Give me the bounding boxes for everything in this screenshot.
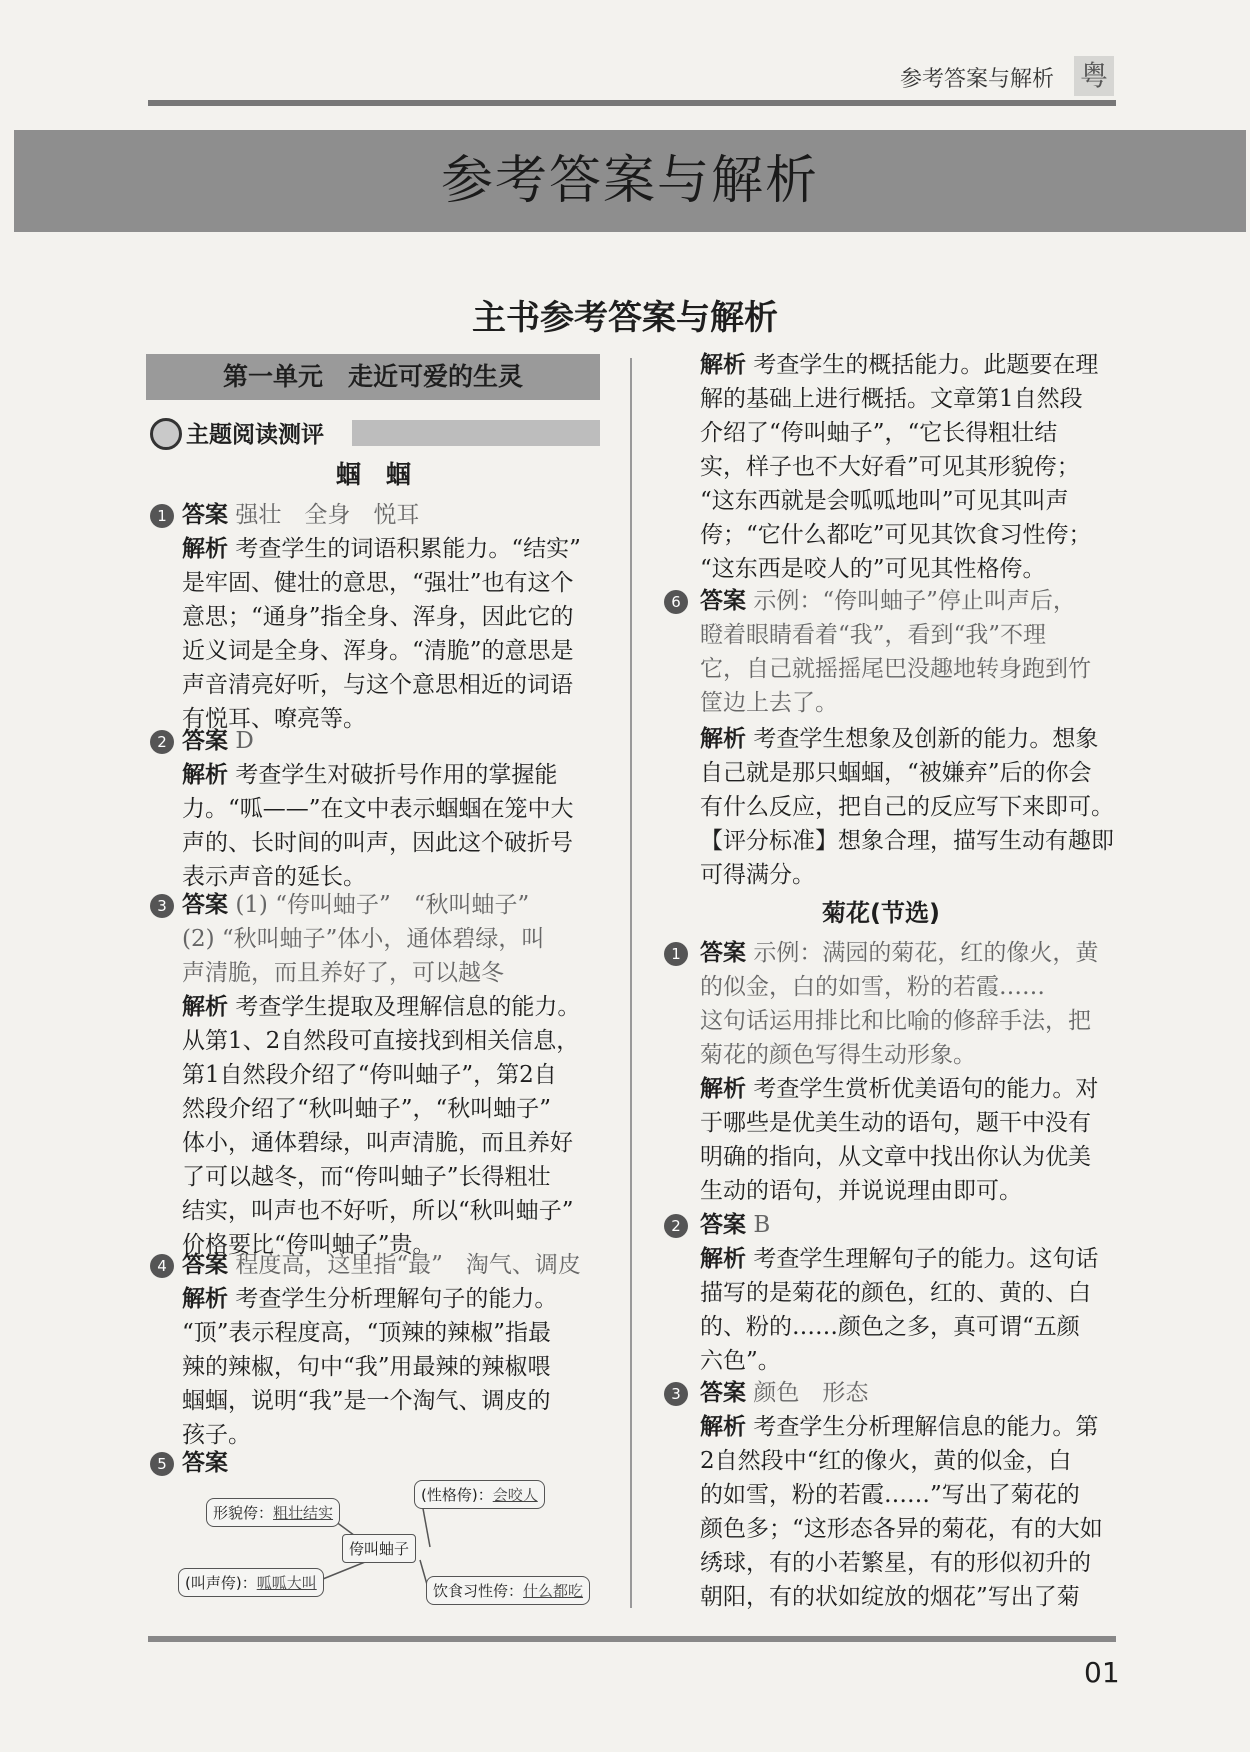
q2-number: 2 bbox=[150, 730, 174, 754]
analysis-line: 于哪些是优美生动的语句，题干中没有 bbox=[700, 1110, 1091, 1136]
q4-number: 4 bbox=[150, 1254, 174, 1278]
answer-text: D bbox=[235, 728, 254, 754]
analysis-line: 考查学生想象及创新的能力。想象 bbox=[753, 726, 1099, 752]
analysis-line: 声音清亮好听，与这个意思相近的词语 bbox=[182, 672, 573, 698]
header-rule bbox=[148, 100, 1116, 106]
analysis-label: 解析 bbox=[700, 1246, 746, 1272]
title-banner bbox=[14, 130, 1246, 232]
answer-text: 颜色 形态 bbox=[753, 1380, 869, 1406]
analysis-line: 考查学生分析理解信息的能力。第 bbox=[753, 1414, 1099, 1440]
j3-number: 3 bbox=[664, 1382, 688, 1406]
diet-value: 什么都吃 bbox=[523, 1582, 584, 1600]
center-node bbox=[342, 1534, 416, 1563]
column-divider bbox=[630, 358, 632, 1608]
analysis-line: 2自然段中“红的像火，黄的似金，白 bbox=[700, 1448, 1072, 1474]
q1-answer bbox=[182, 498, 602, 532]
j1-number: 1 bbox=[664, 942, 688, 966]
analysis-line: 绣球，有的小若繁星，有的形似初升的 bbox=[700, 1550, 1091, 1576]
answer-label: 答案 bbox=[182, 502, 228, 528]
analysis-label: 解析 bbox=[700, 352, 746, 378]
analysis-line: 的、粉的……颜色之多，真可谓“五颜 bbox=[700, 1314, 1080, 1340]
q2-answer bbox=[182, 724, 602, 758]
voice-value: 呱呱大叫 bbox=[256, 1574, 317, 1592]
analysis-line: 考查学生对破折号作用的掌握能 bbox=[235, 762, 558, 788]
j1-answer bbox=[700, 936, 1120, 1072]
answer-text: 这句话运用排比和比喻的修辞手法，把 bbox=[700, 1008, 1091, 1034]
j2-answer bbox=[700, 1208, 1120, 1242]
analysis-line: 意思；“通身”指全身、浑身，因此它的 bbox=[182, 604, 574, 630]
analysis-line: 考查学生赏析优美语句的能力。对 bbox=[753, 1076, 1099, 1102]
analysis-line: 第1自然段介绍了“侉叫蚰子”，第2自 bbox=[182, 1062, 557, 1088]
answer-label: 答案 bbox=[700, 1212, 746, 1238]
reader-icon bbox=[150, 418, 182, 450]
q1-analysis bbox=[182, 532, 602, 736]
analysis-line: 表示声音的延长。 bbox=[182, 864, 366, 890]
analysis-line: 声的、长时间的叫声，因此这个破折号 bbox=[182, 830, 573, 856]
diet-box bbox=[426, 1576, 590, 1605]
answer-text: 菊花的颜色写得生动形象。 bbox=[700, 1042, 976, 1068]
article-title-guoguo: 蝈 蝈 bbox=[336, 460, 412, 489]
appearance-box bbox=[206, 1498, 340, 1527]
analysis-line: 描写的是菊花的颜色，红的、黄的、白 bbox=[700, 1280, 1091, 1306]
analysis-line: 的如雪，粉的若霞……”写出了菊花的 bbox=[700, 1482, 1080, 1508]
analysis-line: 侉；“它什么都吃”可见其饮食习性侉； bbox=[700, 522, 1092, 548]
diet-label: 饮食习性侉： bbox=[433, 1582, 524, 1600]
analysis-line: 考查学生的词语积累能力。“结实” bbox=[235, 536, 581, 562]
analysis-line: 有什么反应，把自己的反应写下来即可。 bbox=[700, 794, 1114, 820]
answer-text: 程度高，这里指“最” 淘气、调皮 bbox=[235, 1252, 581, 1278]
analysis-line: 考查学生提取及理解信息的能力。 bbox=[235, 994, 581, 1020]
voice-label: (叫声侉)： bbox=[185, 1574, 257, 1592]
analysis-label: 解析 bbox=[182, 1286, 228, 1312]
answer-label: 答案 bbox=[182, 1252, 228, 1278]
q6-number: 6 bbox=[664, 590, 688, 614]
analysis-line: 孩子。 bbox=[182, 1422, 251, 1448]
answer-text: B bbox=[753, 1212, 771, 1238]
j3-answer bbox=[700, 1376, 1120, 1410]
analysis-line: 考查学生理解句子的能力。这句话 bbox=[753, 1246, 1099, 1272]
center-label: 侉叫蚰子 bbox=[349, 1540, 410, 1558]
analysis-line: 颜色多；“这形态各异的菊花，有的大如 bbox=[700, 1516, 1103, 1542]
answer-text: 的似金，白的如雪，粉的若霞…… bbox=[700, 974, 1045, 1000]
answer-text: 强壮 全身 悦耳 bbox=[235, 502, 420, 528]
analysis-line: 介绍了“侉叫蚰子”，“它长得粗壮结 bbox=[700, 420, 1058, 446]
analysis-line: 实，样子也不大好看”可见其形貌侉； bbox=[700, 454, 1080, 480]
article-title-juhua: 菊花(节选) bbox=[822, 899, 940, 927]
answer-label: 答案 bbox=[182, 892, 228, 918]
analysis-line: 考查学生分析理解句子的能力。 bbox=[235, 1286, 558, 1312]
q6-analysis bbox=[700, 722, 1120, 892]
analysis-line: 力。“呱——”在文中表示蝈蝈在笼中大 bbox=[182, 796, 574, 822]
q5-analysis bbox=[700, 348, 1120, 586]
analysis-line: “这东西是咬人的”可见其性格侉。 bbox=[700, 556, 1046, 582]
analysis-line: 结实，叫声也不好听，所以“秋叫蚰子” bbox=[182, 1198, 574, 1224]
j1-analysis bbox=[700, 1072, 1120, 1208]
analysis-label: 解析 bbox=[182, 762, 228, 788]
answer-label: 答案 bbox=[700, 940, 746, 966]
appearance-label: 形貌侉： bbox=[213, 1504, 274, 1522]
j3-analysis bbox=[700, 1410, 1120, 1614]
analysis-line: 解的基础上进行概括。文章第1自然段 bbox=[700, 386, 1083, 412]
analysis-line: 朝阳，有的状如绽放的烟花”写出了菊 bbox=[700, 1584, 1080, 1610]
analysis-line: 价格要比“侉叫蚰子”贵。 bbox=[182, 1232, 436, 1258]
analysis-line: 从第1、2自然段可直接找到相关信息， bbox=[182, 1028, 580, 1054]
section-subtitle: 主书参考答案与解析 bbox=[472, 298, 778, 338]
character-value: 会咬人 bbox=[492, 1486, 538, 1504]
rubric-line: 可得满分。 bbox=[700, 862, 815, 888]
analysis-line: 六色”。 bbox=[700, 1348, 781, 1374]
analysis-line: 辣的辣椒，句中“我”用最辣的辣椒喂 bbox=[182, 1354, 551, 1380]
answer-text: (2) “秋叫蚰子”体小，通体碧绿，叫 bbox=[182, 926, 545, 952]
character-label: (性格侉)： bbox=[421, 1486, 493, 1504]
q2-analysis bbox=[182, 758, 602, 894]
analysis-line: 自己就是那只蝈蝈，“被嫌弃”后的你会 bbox=[700, 760, 1092, 786]
region-badge: 粤 bbox=[1074, 56, 1114, 96]
q3-answer bbox=[182, 888, 602, 990]
analysis-line: “这东西就是会呱呱地叫”可见其叫声 bbox=[700, 488, 1069, 514]
analysis-line: 近义词是全身、浑身。“清脆”的意思是 bbox=[182, 638, 574, 664]
q1-number: 1 bbox=[150, 504, 174, 528]
answer-label: 答案 bbox=[700, 1380, 746, 1406]
page-number: 01 bbox=[1084, 1656, 1120, 1689]
analysis-line: 有悦耳、嘹亮等。 bbox=[182, 706, 366, 732]
analysis-line: 蝈蝈，说明“我”是一个淘气、调皮的 bbox=[182, 1388, 551, 1414]
answer-label: 答案 bbox=[182, 728, 228, 754]
q3-analysis bbox=[182, 990, 602, 1262]
answer-text: 筐边上去了。 bbox=[700, 690, 838, 716]
appearance-value: 粗壮结实 bbox=[273, 1504, 334, 1522]
analysis-line: 是牢固、健壮的意思，“强壮”也有这个 bbox=[182, 570, 574, 596]
analysis-label: 解析 bbox=[700, 1414, 746, 1440]
analysis-line: 明确的指向，从文章中找出你认为优美 bbox=[700, 1144, 1091, 1170]
analysis-line: 体小，通体碧绿，叫声清脆，而且养好 bbox=[182, 1130, 573, 1156]
analysis-label: 解析 bbox=[700, 1076, 746, 1102]
j2-number: 2 bbox=[664, 1214, 688, 1238]
answer-text: 示例：满园的菊花，红的像火，黄 bbox=[753, 940, 1099, 966]
answer-label: 答案 bbox=[700, 588, 746, 614]
analysis-line: 了可以越冬，而“侉叫蚰子”长得粗壮 bbox=[182, 1164, 551, 1190]
voice-box bbox=[178, 1568, 324, 1597]
rubric-line: 【评分标准】想象合理，描写生动有趣即 bbox=[700, 828, 1114, 854]
running-header: 参考答案与解析 bbox=[900, 67, 1055, 92]
answer-label: 答案 bbox=[182, 1450, 228, 1476]
answer-text: 瞪着眼睛看着“我”，看到“我”不理 bbox=[700, 622, 1047, 648]
answer-text: (1) “侉叫蚰子” “秋叫蚰子” bbox=[235, 892, 530, 918]
banner-title: 参考答案与解析 bbox=[440, 151, 819, 211]
analysis-line: “顶”表示程度高，“顶辣的辣椒”指最 bbox=[182, 1320, 552, 1346]
analysis-line: 然段介绍了“秋叫蚰子”，“秋叫蚰子” bbox=[182, 1096, 552, 1122]
character-box bbox=[414, 1480, 545, 1509]
q4-answer bbox=[182, 1248, 602, 1282]
theme-label: 主题阅读测评 bbox=[186, 422, 324, 448]
q6-answer bbox=[700, 584, 1120, 720]
q5-answer-label bbox=[182, 1446, 228, 1480]
answer-text: 示例：“侉叫蚰子”停止叫声后， bbox=[753, 588, 1076, 614]
theme-bar bbox=[352, 420, 600, 446]
analysis-label: 解析 bbox=[182, 994, 228, 1020]
q4-analysis bbox=[182, 1282, 602, 1452]
answer-text: 声清脆，而且养好了，可以越冬 bbox=[182, 960, 504, 986]
j2-analysis bbox=[700, 1242, 1120, 1378]
answer-text: 它，自己就摇摇尾巴没趣地转身跑到竹 bbox=[700, 656, 1091, 682]
analysis-label: 解析 bbox=[182, 536, 228, 562]
q5-number: 5 bbox=[150, 1452, 174, 1476]
unit-title: 第一单元 走近可爱的生灵 bbox=[146, 354, 600, 400]
q3-number: 3 bbox=[150, 894, 174, 918]
analysis-line: 生动的语句，并说说理由即可。 bbox=[700, 1178, 1022, 1204]
analysis-label: 解析 bbox=[700, 726, 746, 752]
analysis-line: 考查学生的概括能力。此题要在理 bbox=[753, 352, 1099, 378]
footer-rule bbox=[148, 1636, 1116, 1642]
